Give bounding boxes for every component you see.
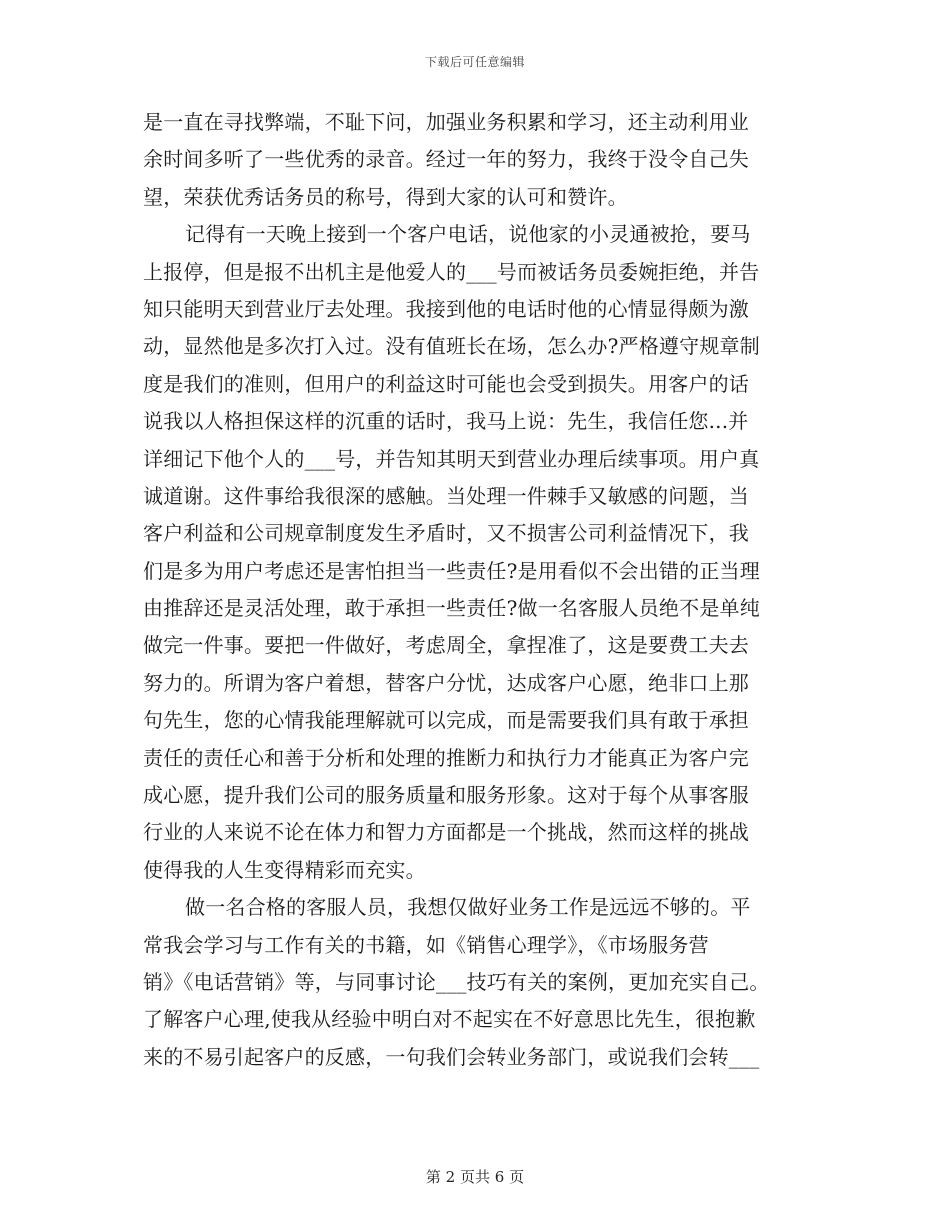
text-line: 余时间多听了一些优秀的录音。经过一年的努力，我终于没令自己失: [143, 147, 749, 172]
document-body: [143, 104, 823, 1076]
text-line: 知只能明天到营业厅去处理。我接到他的电话时他的心情显得颇为激: [143, 296, 749, 321]
text-line: 度是我们的准则，但用户的利益这时可能也会受到损失。用客户的话: [143, 371, 749, 396]
paragraph-start-line: 做一名合格的客服人员，我想仅做好业务工作是远远不够的。平: [185, 895, 751, 920]
text-line: 句先生，您的心情我能理解就可以完成，而是需要我们具有敢于承担: [143, 708, 749, 733]
text-line: 是一直在寻找弊端，不耻下问，加强业务积累和学习，还主动利用业: [143, 110, 749, 134]
text-line: 努力的。所谓为客户着想，替客户分忧，达成客户心愿，绝非口上那: [143, 670, 749, 695]
text-line: 销》《电话营销》等，与同事讨论___技巧有关的案例，更加充实自己。: [143, 969, 770, 994]
text-line: 上报停，但是报不出机主是他爱人的___号而被话务员委婉拒绝，并告: [143, 259, 760, 284]
text-line: 使得我的人生变得精彩而充实。: [143, 857, 426, 882]
text-line: 说我以人格担保这样的沉重的话时，我马上说：先生，我信任您...并: [143, 409, 749, 434]
text-line: 客户利益和公司规章制度发生矛盾时，又不损害公司利益情况下，我: [143, 521, 749, 546]
text-line: 详细记下他个人的___号，并告知其明天到营业办理后续事项。用户真: [143, 446, 760, 471]
page-footer: 第 2 页共 6 页: [425, 1168, 525, 1186]
paragraph-start-line: 记得有一天晚上接到一个客户电话，说他家的小灵通被抢，要马: [185, 222, 751, 247]
text-line: 望，荣获优秀话务员的称号，得到大家的认可和赞许。: [143, 184, 628, 209]
text-line: 责任的责任心和善于分析和处理的推断力和执行力才能真正为客户完: [143, 745, 749, 770]
text-line: 成心愿，提升我们公司的服务质量和服务形象。这对于每个从事客服: [143, 783, 749, 808]
page-header: 下载后可任意编辑: [424, 55, 525, 69]
text-line: 做完一件事。要把一件做好，考虑周全，拿捏准了，这是要费工夫去: [143, 633, 749, 658]
text-line: 动，显然他是多次打入过。没有值班长在场，怎么办?严格遵守规章制: [143, 334, 760, 359]
text-line: 诚道谢。这件事给我很深的感触。当处理一件棘手又敏感的问题，当: [143, 483, 749, 508]
text-line: 行业的人来说不论在体力和智力方面都是一个挑战，然而这样的挑战: [143, 820, 749, 845]
text-line: 常我会学习与工作有关的书籍，如《销售心理学》，《市场服务营: [143, 932, 709, 957]
text-line: 了解客户心理,使我从经验中明白对不起实在不好意思比先生，很抱歉: [143, 1007, 756, 1032]
text-line: 们是多为用户考虑还是害怕担当一些责任?是用看似不会出错的正当理: [143, 558, 760, 583]
text-line: 由推辞还是灵活处理，敢于承担一些责任?做一名客服人员绝不是单纯: [143, 596, 760, 621]
text-line: 来的不易引起客户的反感，一句我们会转业务部门，或说我们会转___: [143, 1044, 760, 1069]
